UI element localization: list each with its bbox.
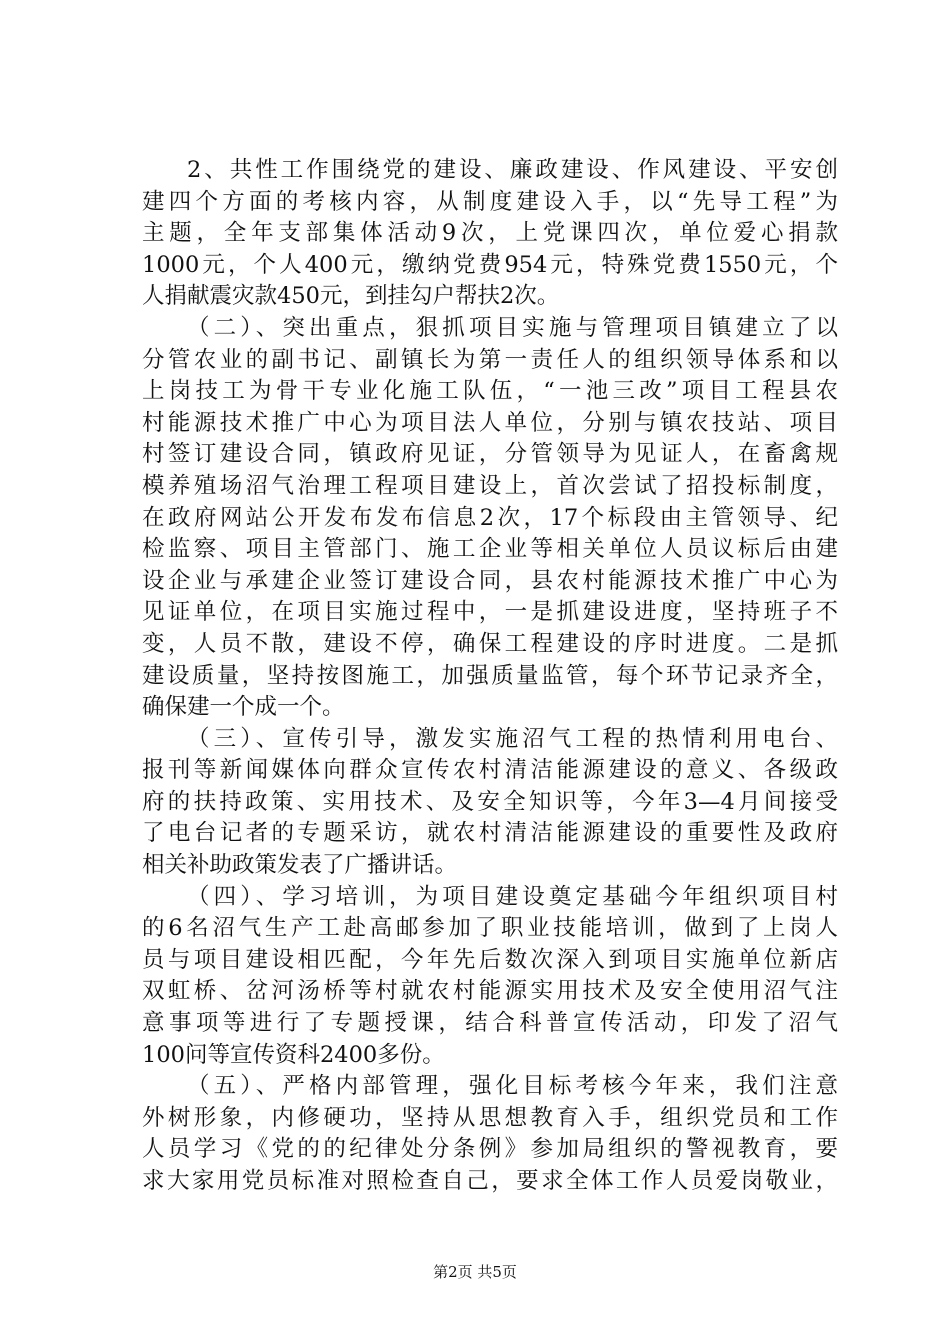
text-line: 府的扶持政策、实用技术、及安全知识等，今年3—4月间接受 <box>142 788 838 815</box>
text-line: 设企业与承建企业签订建设合同，县农村能源技术推广中心为 <box>142 567 838 594</box>
document-body <box>142 155 838 1198</box>
text-line: 求大家用党员标准对照检查自己，要求全体工作人员爱岗敬业， <box>142 1168 838 1194</box>
text-line: 分管农业的副书记、副镇长为第一责任人的组织领导体系和以 <box>142 346 838 373</box>
text-line: （三）、宣传引导，激发实施沼气工程的热情利用电台、 <box>187 725 838 752</box>
text-line: 上岗技工为骨干专业化施工队伍，“一池三改”项目工程县农 <box>142 378 838 405</box>
text-line: 员与项目建设相匹配，今年先后数次深入到项目实施单位新店 <box>142 946 838 973</box>
text-line: 100问等宣传资科2400多份。 <box>142 1041 445 1068</box>
text-line: 见证单位，在项目实施过程中，一是抓建设进度，坚持班子不 <box>142 599 838 626</box>
text-line: 报刊等新闻媒体向群众宣传农村清洁能源建设的意义、各级政 <box>142 757 838 784</box>
text-line: 村能源技术推广中心为项目法人单位，分别与镇农技站、项目 <box>142 409 838 436</box>
text-line: 主题，全年支部集体活动9次，上党课四次，单位爱心捐款 <box>142 220 838 247</box>
text-line: （二）、突出重点，狠抓项目实施与管理项目镇建立了以 <box>187 314 838 341</box>
text-line: 人员学习《党的的纪律处分条例》参加局组织的警视教育，要 <box>142 1136 838 1163</box>
text-line: 村签订建设合同，镇政府见证，分管领导为见证人，在畜禽规 <box>142 441 838 468</box>
text-line: 建设质量，坚持按图施工，加强质量监管，每个环节记录齐全， <box>142 662 838 689</box>
text-line: 意事项等进行了专题授课，结合科普宣传活动，印发了沼气 <box>142 1010 838 1037</box>
text-line: 双虹桥、岔河汤桥等村就农村能源实用技术及安全使用沼气注 <box>142 978 838 1005</box>
text-line: 外树形象，内修硬功，坚持从思想教育入手，组织党员和工作 <box>142 1104 838 1131</box>
text-line: 了电台记者的专题采访，就农村清洁能源建设的重要性及政府 <box>142 820 838 847</box>
text-line: 的6名沼气生产工赴高邮参加了职业技能培训，做到了上岗人 <box>142 915 838 942</box>
text-line: 在政府网站公开发布发布信息2次，17个标段由主管领导、纪 <box>142 504 838 531</box>
text-line: （四）、学习培训，为项目建设奠定基础今年组织项目村 <box>187 883 838 910</box>
text-line: 相关补助政策发表了广播讲话。 <box>142 852 458 879</box>
text-line: 建四个方面的考核内容，从制度建设入手，以“先导工程”为 <box>142 188 838 215</box>
text-line: 2、共性工作围绕党的建设、廉政建设、作风建设、平安创 <box>187 157 838 183</box>
page-footer: 第2页 共5页 <box>433 1263 517 1281</box>
text-line: （五）、严格内部管理，强化目标考核今年来，我们注意 <box>187 1073 838 1100</box>
text-line: 确保建一个成一个。 <box>142 694 345 721</box>
text-line: 检监察、项目主管部门、施工企业等相关单位人员议标后由建 <box>142 536 838 563</box>
text-line: 人捐献震灾款450元，到挂勾户帮扶2次。 <box>142 283 560 310</box>
text-line: 模养殖场沼气治理工程项目建设上，首次尝试了招投标制度， <box>142 472 838 499</box>
text-line: 变，人员不散，建设不停，确保工程建设的序时进度。二是抓 <box>142 630 838 657</box>
text-line: 1000元，个人400元，缴纳党费954元，特殊党费1550元，个 <box>142 251 838 278</box>
